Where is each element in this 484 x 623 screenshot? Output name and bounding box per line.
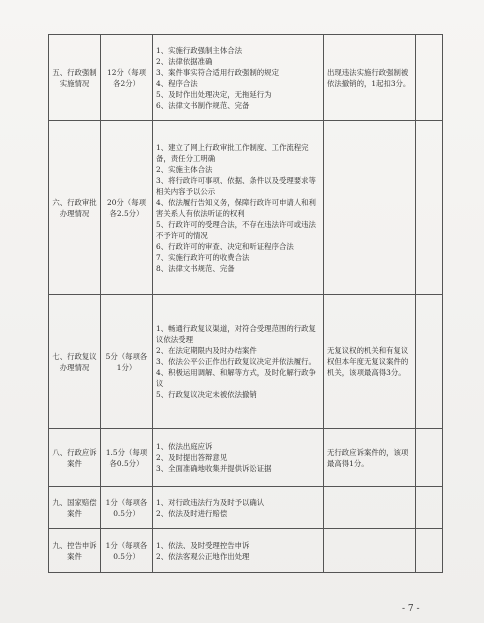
content-line: 1、实施行政强制主体合法 — [156, 45, 243, 55]
content-line: 2、实施主体合法 — [156, 164, 213, 174]
item-name: 六、行政审批办理情况 — [49, 121, 101, 295]
content-line: 1、畅通行政复议渠道，对符合受理范围的行政复议依法受理 — [156, 324, 316, 344]
item-name: 九、国家赔偿案件 — [49, 487, 101, 529]
item-contents — [153, 121, 324, 295]
item-score: 1.5分（每项各0.5分） — [101, 429, 153, 487]
content-line: 6、行政许可的审查、决定和听证程序合法 — [156, 241, 294, 251]
item-score: 20分（每项各2.5分） — [101, 121, 153, 295]
item-contents — [153, 429, 324, 487]
page-number: - 7 - — [402, 604, 420, 614]
content-line: 5、行政复议决定未被依法撤销 — [156, 390, 257, 399]
content-line: 5、及时作出处理决定，无拖延行为 — [156, 89, 272, 99]
content-line: 2、及时提出答辩意见 — [156, 453, 228, 462]
item-penalty: 无复议权的机关和有复议权但本年度无复议案件的机关，该项最高得3分。 — [324, 295, 416, 429]
content-line: 2、依法客观公正地作出处理 — [156, 551, 250, 561]
item-penalty — [324, 121, 416, 295]
content-line: 2、在法定期限内及时办结案件 — [156, 346, 257, 355]
content-line: 2、依法及时进行赔偿 — [156, 508, 228, 518]
content-line: 3、全面准确地收集并提供诉讼证据 — [156, 464, 272, 473]
content-line: 6、法律文书制作规范、完备 — [156, 100, 250, 110]
item-penalty — [324, 529, 416, 573]
content-line: 1、依法出庭应诉 — [156, 442, 213, 451]
blank-cell — [416, 429, 443, 487]
content-line: 7、实施行政许可的收费合法 — [156, 252, 250, 262]
content-line: 1、建立了网上行政审批工作制度、工作流程完备，责任分工明确 — [156, 142, 309, 163]
item-name: 七、行政复议办理情况 — [49, 295, 101, 429]
content-line: 2、法律依据准确 — [156, 56, 213, 66]
blank-cell — [416, 35, 443, 121]
item-name: 九、控告申诉案件 — [49, 529, 101, 573]
item-score: 1分（每项各0.5分） — [101, 529, 153, 573]
item-score: 12分（每项各2分） — [101, 35, 153, 121]
content-line: 3、将行政许可事项、依据、条件以及受理要求等相关内容予以公示 — [156, 175, 316, 196]
table-row — [49, 295, 443, 429]
content-line: 4、程序合法 — [156, 78, 198, 88]
content-line: 3、案件事实符合适用行政强制的规定 — [156, 67, 279, 77]
item-contents — [153, 35, 324, 121]
item-name: 八、行政应诉案件 — [49, 429, 101, 487]
content-line: 4、积极运用调解、和解等方式，及时化解行政争议 — [156, 368, 316, 388]
item-score: 5分（每项各1分） — [101, 295, 153, 429]
item-name: 五、行政强制实施情况 — [49, 35, 101, 121]
content-line: 5、行政许可的受理合法，不存在违法许可或违法不予许可的情况 — [156, 219, 316, 240]
blank-cell — [416, 295, 443, 429]
item-contents — [153, 487, 324, 529]
item-penalty — [324, 487, 416, 529]
content-line: 1、依法、及时受理控告申诉 — [156, 540, 250, 550]
content-line: 1、对行政违法行为及时予以确认 — [156, 497, 265, 507]
table-row — [49, 121, 443, 295]
content-line: 8、法律文书规范、完备 — [156, 263, 235, 273]
item-contents — [153, 295, 324, 429]
item-penalty: 无行政应诉案件的，该项最高得1分。 — [324, 429, 416, 487]
table-row — [49, 429, 443, 487]
item-contents — [153, 529, 324, 573]
table-row — [49, 487, 443, 529]
table-row — [49, 529, 443, 573]
item-penalty: 出现违法实施行政强制被依法撤销的，1起扣3分。 — [324, 35, 416, 121]
table-row — [49, 35, 443, 121]
content-line: 4、依法履行告知义务，保障行政许可申请人和利害关系人有依法听证的权利 — [156, 197, 316, 218]
scoring-table — [48, 34, 443, 573]
blank-cell — [416, 487, 443, 529]
blank-cell — [416, 121, 443, 295]
content-line: 3、依法公平公正作出行政复议决定并依法履行。 — [156, 357, 316, 366]
item-score: 1分（每项各0.5分） — [101, 487, 153, 529]
blank-cell — [416, 529, 443, 573]
